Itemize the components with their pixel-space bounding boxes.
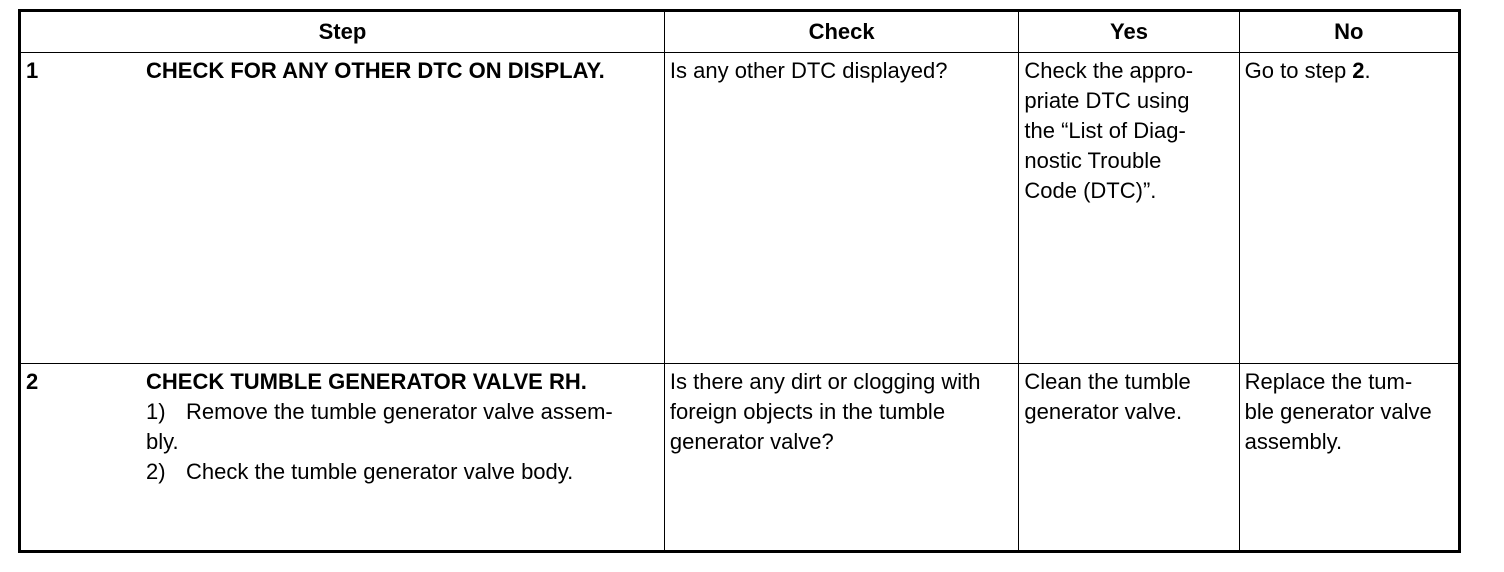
substep-text: Remove the tumble generator valve assem- — [186, 399, 613, 424]
yes-cell — [1019, 53, 1239, 364]
substep-text: Check the tumble generator valve body. — [186, 459, 574, 484]
yes-text: Clean the tumble generator valve. — [1024, 369, 1191, 424]
header-yes: Yes — [1019, 11, 1239, 53]
yes-cell — [1019, 364, 1239, 552]
substep-continuation: bly. — [146, 429, 179, 454]
step-number: 2 — [26, 369, 39, 394]
step-cell — [20, 364, 665, 552]
no-cell — [1239, 364, 1459, 552]
header-check: Check — [664, 11, 1018, 53]
step-cell — [20, 53, 665, 364]
check-cell — [664, 53, 1018, 364]
table-header-row — [20, 11, 1460, 53]
no-step-reference: 2 — [1352, 58, 1365, 83]
table-row — [20, 53, 1460, 364]
yes-text: Check the appro- priate DTC using the “List of Diag- nostic Trouble Code (DTC)”. — [1024, 58, 1194, 203]
step-title: CHECK FOR ANY OTHER DTC ON DISPLAY. — [146, 58, 605, 83]
no-text-suffix: . — [1364, 58, 1371, 83]
substep-number: 2) — [146, 459, 166, 484]
substep — [146, 457, 660, 487]
step-number: 1 — [26, 58, 39, 83]
diagnostic-table — [18, 9, 1461, 553]
table-row — [20, 364, 1460, 552]
check-text: Is there any dirt or clogging with foreign objects in the tumble generator valve? — [669, 369, 981, 454]
header-step: Step — [20, 11, 665, 53]
no-cell — [1239, 53, 1459, 364]
header-no: No — [1239, 11, 1459, 53]
no-text — [1240, 53, 1458, 86]
step-title: CHECK TUMBLE GENERATOR VALVE RH. — [146, 369, 587, 394]
substep — [146, 397, 660, 427]
no-text-prefix: Go to step — [1244, 58, 1353, 83]
substep-number: 1) — [146, 399, 166, 424]
no-text: Replace the tum- ble generator valve assembly. — [1244, 369, 1432, 454]
check-text: Is any other DTC displayed? — [669, 58, 948, 83]
check-cell — [664, 364, 1018, 552]
